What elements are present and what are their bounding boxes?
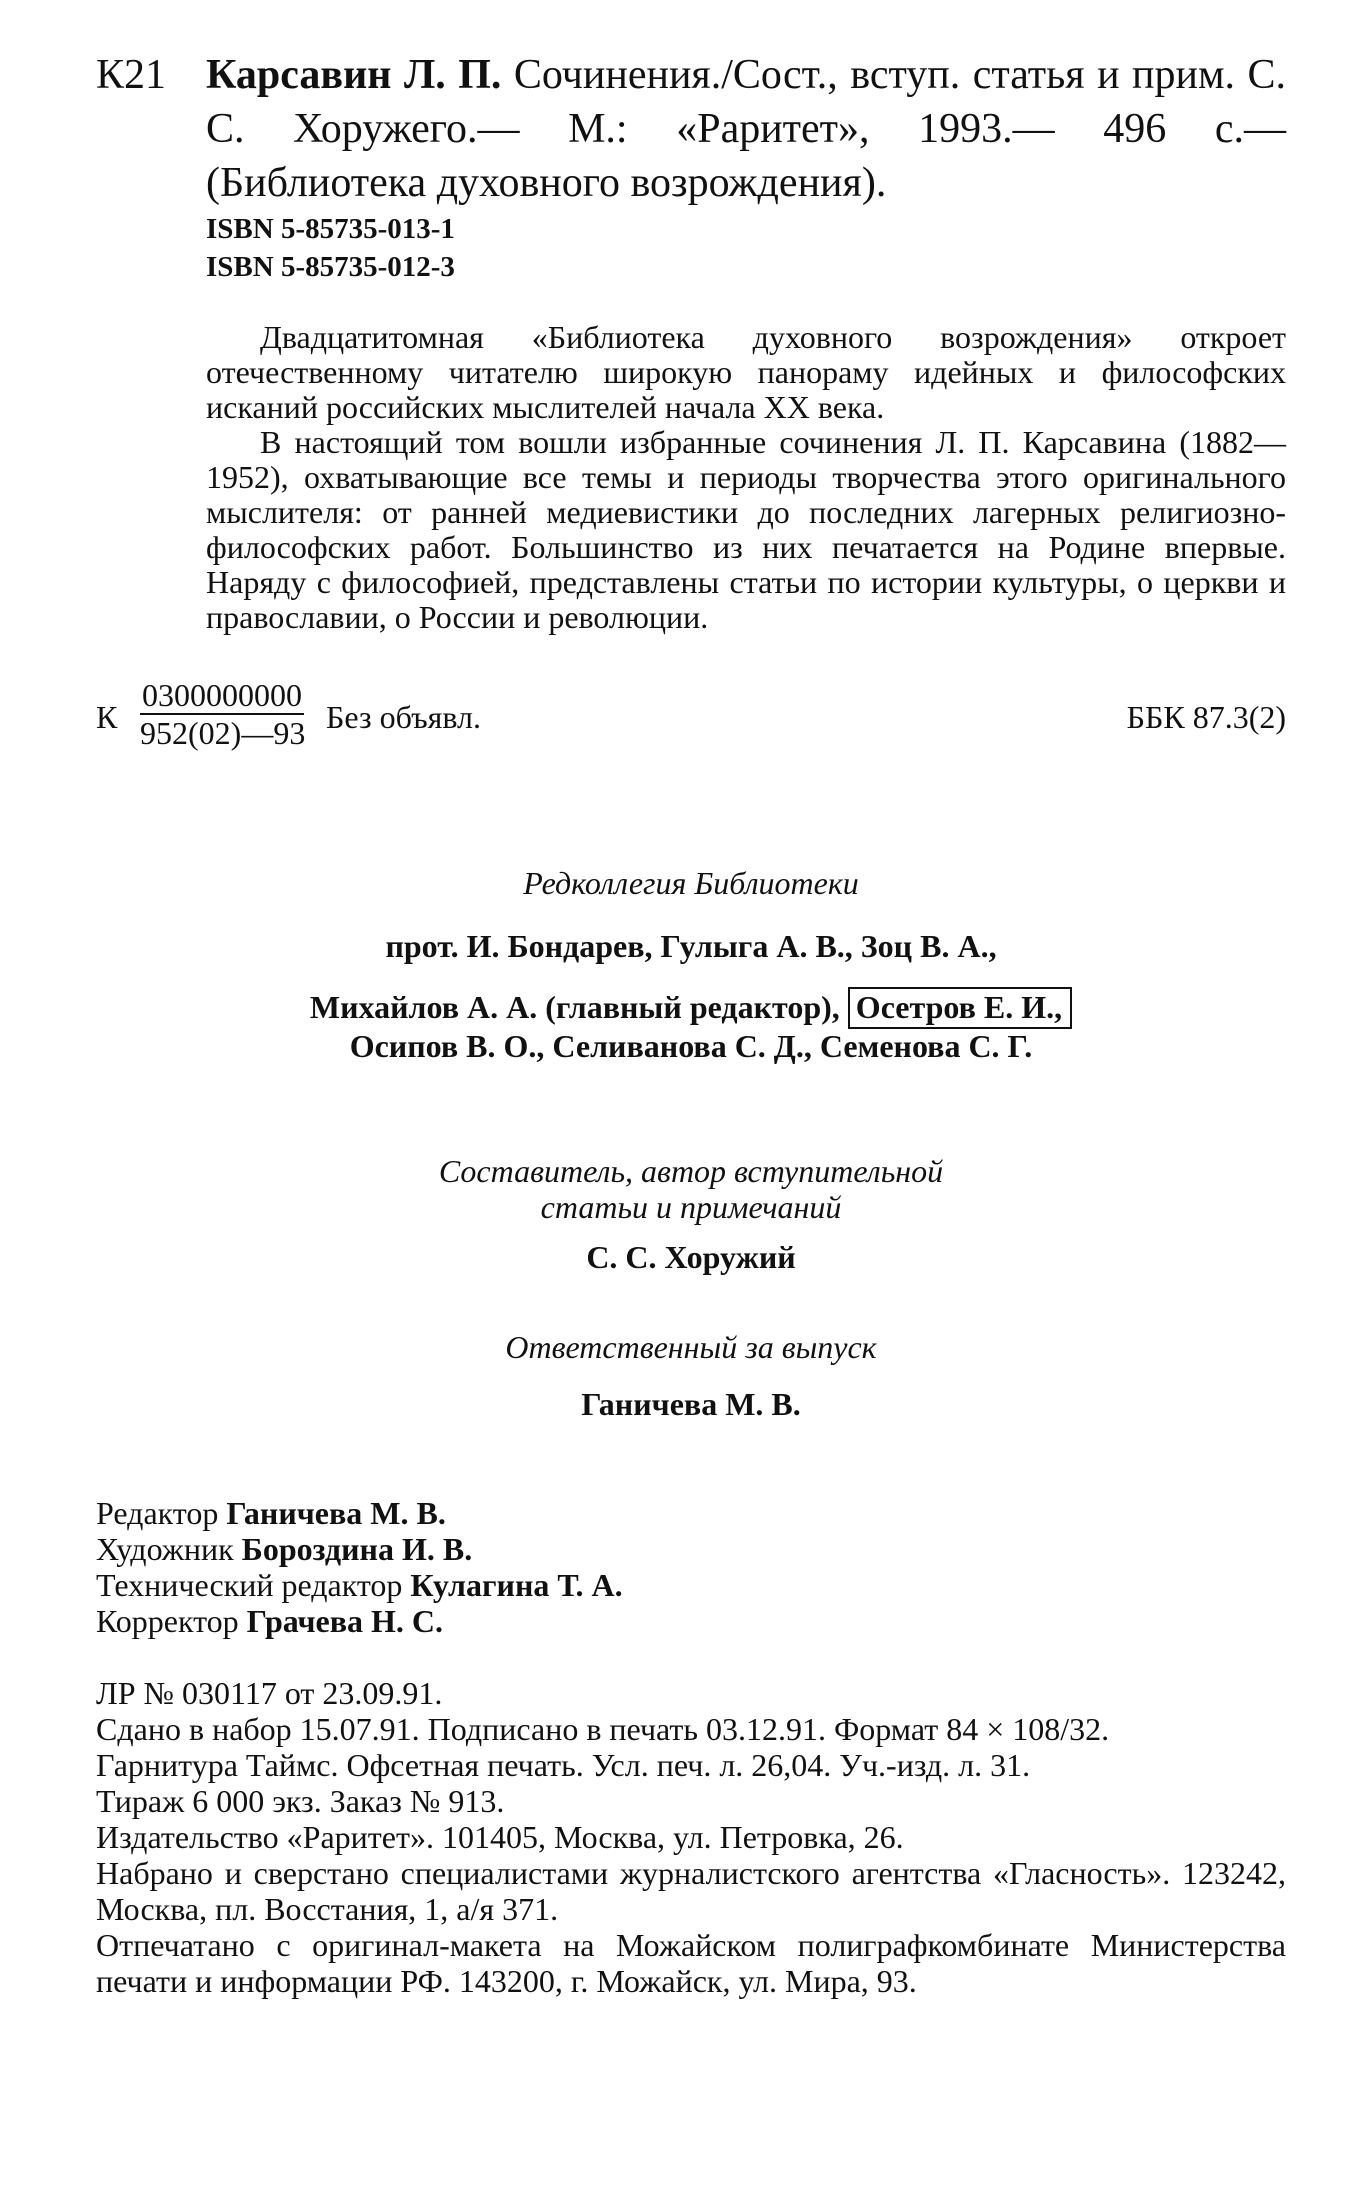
- staff-credits: [96, 1495, 1286, 1639]
- index-letter: К: [96, 699, 118, 735]
- credit-name: Ганичева М. В.: [226, 1495, 446, 1531]
- credit-role: Технический редактор: [96, 1567, 403, 1603]
- credit-name: Грачева Н. С.: [246, 1603, 444, 1639]
- credit-role: Редактор: [96, 1495, 219, 1531]
- credit-name: Кулагина Т. А.: [410, 1567, 623, 1603]
- publication-line: Сдано в набор 15.07.91. Подписано в печать 03.12.91. Формат 84 × 108/32.: [96, 1711, 1110, 1747]
- author-name: Карсавин Л. П.: [206, 52, 502, 98]
- credit-line: [96, 1603, 1286, 1639]
- bibliographic-description: [206, 48, 1286, 210]
- credit-line: [96, 1495, 1286, 1531]
- index-fraction: [140, 677, 305, 751]
- publication-line: Гарнитура Таймс. Офсетная печать. Усл. печ. л. 26,04. Уч.-изд. л. 31.: [96, 1747, 1031, 1783]
- publication-line: ЛР № 030117 от 23.09.91.: [96, 1675, 443, 1711]
- board-members-line: прот. И. Бондарев, Гулыга А. В., Зоц В. А.,: [385, 928, 997, 964]
- publication-line: Набрано и сверстано специалистами журналистского агентства «Гласность». 123242, Москва, пл. Восстания, 1, а/я 371.: [96, 1855, 1286, 1927]
- annotation-paragraph: Двадцатитомная «Библиотека духовного возрождения» откроет отечественному читателю широкую панораму идейных и философских исканий российских мыслителей начала XX века.: [206, 319, 1286, 425]
- imprint-page: [96, 48, 1286, 1999]
- annotation: [206, 320, 1286, 635]
- index-note: Без объявл.: [326, 699, 482, 735]
- classification-index: [96, 677, 1286, 757]
- compiler-name: С. С. Хоружий: [586, 1239, 796, 1275]
- annotation-paragraph: В настоящий том вошли избранные сочинения Л. П. Карсавина (1882—1952), охватывающие все темы и периоды творчества этого оригинального мыслителя: от ранней медиевистики до последних лагерных религиозно-философских работ. Большинство из них печатается на Родине впервые. Наряду с философией, представлены статьи по истории культуры, о церкви и православии, о России и революции.: [206, 424, 1286, 635]
- board-heading: Редколлегия Библиотеки: [523, 865, 859, 901]
- credit-role: Корректор: [96, 1603, 239, 1639]
- credit-name: Бороздина И. В.: [241, 1531, 473, 1567]
- index-numerator: 0300000000: [142, 677, 302, 713]
- board-chief-editor: Михайлов А. А. (главный редактор),: [309, 989, 840, 1025]
- credit-role: Художник: [96, 1531, 234, 1567]
- bbk-code: ББК 87.3(2): [1126, 699, 1286, 735]
- compiler-heading: статьи и примечаний: [540, 1189, 842, 1225]
- isbn-block: [206, 210, 1286, 286]
- boxed-member: Осетров Е. И.,: [848, 987, 1072, 1029]
- responsible-name: Ганичева М. В.: [581, 1386, 801, 1422]
- credit-line: [96, 1531, 1286, 1567]
- compiler-heading: Составитель, автор вступительной: [438, 1153, 944, 1189]
- board-members-line: Осипов В. О., Селиванова С. Д., Семенова С. Г.: [349, 1028, 1033, 1064]
- credit-line: [96, 1567, 1286, 1603]
- board-members-line: [96, 989, 1286, 1026]
- publication-line: Отпечатано с оригинал-макета на Можайском полиграфкомбинате Министерства печати и информации РФ. 143200, г. Можайск, ул. Мира, 93.: [96, 1927, 1286, 1999]
- compiler-block: [96, 1153, 1286, 1275]
- publication-line: Издательство «Раритет». 101405, Москва, ул. Петровка, 26.: [96, 1819, 904, 1855]
- catalog-code: К21: [96, 52, 167, 98]
- editorial-board: [96, 865, 1286, 1065]
- bibliographic-header: [96, 48, 1286, 210]
- isbn-line: ISBN 5-85735-012-3: [206, 251, 455, 283]
- index-denominator: 952(02)—93: [140, 715, 306, 751]
- isbn-line: ISBN 5-85735-013-1: [206, 213, 455, 245]
- responsible-heading: Ответственный за выпуск: [505, 1329, 877, 1365]
- publication-data: [96, 1675, 1286, 1999]
- responsible-block: [96, 1329, 1286, 1423]
- title-statement: Сочинения./Сост., вступ. статья и прим. С. С. Хоружего.— М.: «Раритет», 1993.— 496 с.— (Библиотека духовного возрождения).: [206, 52, 1286, 206]
- publication-line: Тираж 6 000 экз. Заказ № 913.: [96, 1783, 505, 1819]
